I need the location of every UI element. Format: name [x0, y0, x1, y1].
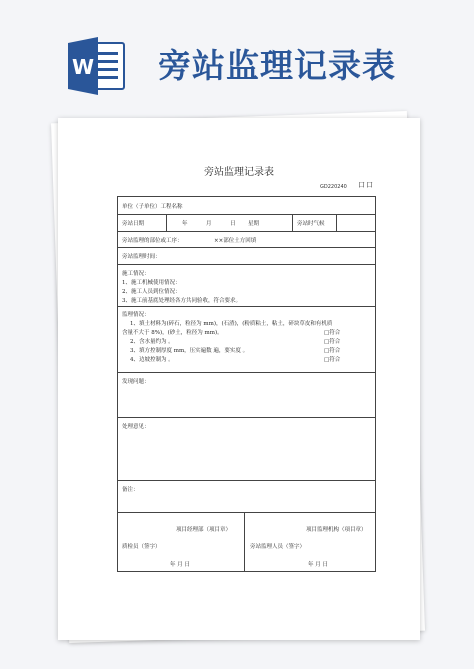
date-month: 月: [206, 221, 212, 227]
left-sign-title: 项目经理部（项目章）: [176, 527, 232, 533]
unit-label: 单位（子单位）工程名称: [122, 204, 183, 210]
supervision-item: 1、填土材料为(碎石，粒径为 mm)，(石渣)，(粉质粘土，粘土，碎块草皮和有机质: [130, 321, 333, 327]
divider: [244, 512, 245, 571]
construction-item: 1、施工机械使用情况：: [122, 280, 181, 286]
document-code: GD220240: [320, 184, 347, 190]
supervision-item: 含量不大于 8%)，(砂土，粒径为 mm)。: [122, 330, 223, 336]
remarks-label: 备注：: [122, 487, 139, 493]
time-label: 旁站监理时间：: [122, 254, 161, 260]
date-label: 旁站日期: [122, 221, 145, 227]
divider: [336, 214, 337, 231]
banner-title: 旁站监理记录表: [158, 46, 396, 85]
left-sign-person: 质检员（签字）: [122, 544, 161, 550]
row-remarks: [118, 480, 375, 513]
row-supervision: [118, 306, 375, 373]
row-handling: [118, 417, 375, 481]
row-signatures: [118, 512, 375, 571]
code-boxes: 口口: [358, 181, 374, 189]
conform-checkbox[interactable]: □符合: [324, 330, 341, 336]
word-letter: W: [71, 55, 95, 79]
issues-label: 发现问题：: [122, 379, 150, 385]
supervision-item: 4、边坡控制为 。: [130, 357, 174, 363]
right-sign-title: 项目监理机构（项目章）: [306, 527, 367, 533]
word-app-icon: [68, 35, 126, 97]
supervision-item: 3、填方控制厚度 mm，压实遍数 遍，要实度 。: [130, 348, 249, 354]
handling-label: 处理意见：: [122, 424, 150, 430]
date-year: 年: [182, 221, 188, 227]
row-date: [118, 214, 375, 232]
construction-title: 施工情况：: [122, 271, 150, 277]
row-unit: [118, 197, 375, 215]
right-sign-person: 旁站监理人员（签字）: [250, 544, 306, 550]
supervision-item: 2、含水量约为 。: [130, 339, 174, 345]
document-page: [58, 118, 420, 640]
conform-checkbox[interactable]: □符合: [324, 339, 341, 345]
part-label: 旁站监理的部位或工序：: [122, 238, 183, 244]
row-issues: [118, 372, 375, 418]
date-weekday: 星期: [248, 221, 260, 227]
conform-checkbox[interactable]: □符合: [324, 348, 341, 354]
date-day: 日: [230, 221, 236, 227]
record-table: [117, 196, 376, 572]
document-title: 旁站监理记录表: [204, 167, 274, 178]
left-sign-date: 年 月 日: [170, 562, 190, 568]
row-construction: [118, 264, 375, 307]
right-sign-date: 年 月 日: [308, 562, 328, 568]
construction-item: 2、施工人员到位情况：: [122, 289, 181, 295]
banner: [0, 0, 474, 110]
part-value: ××部位土方回填: [214, 238, 257, 244]
row-part: [118, 231, 375, 248]
divider: [166, 214, 167, 231]
conform-checkbox[interactable]: □符合: [324, 357, 341, 363]
weather-label: 旁站时气候: [297, 221, 325, 227]
construction-item: 3、施工前基底处理经各方共同验收，符合要求。: [122, 298, 242, 304]
divider: [292, 214, 293, 231]
row-time: [118, 247, 375, 265]
supervision-title: 监理情况：: [122, 312, 150, 318]
